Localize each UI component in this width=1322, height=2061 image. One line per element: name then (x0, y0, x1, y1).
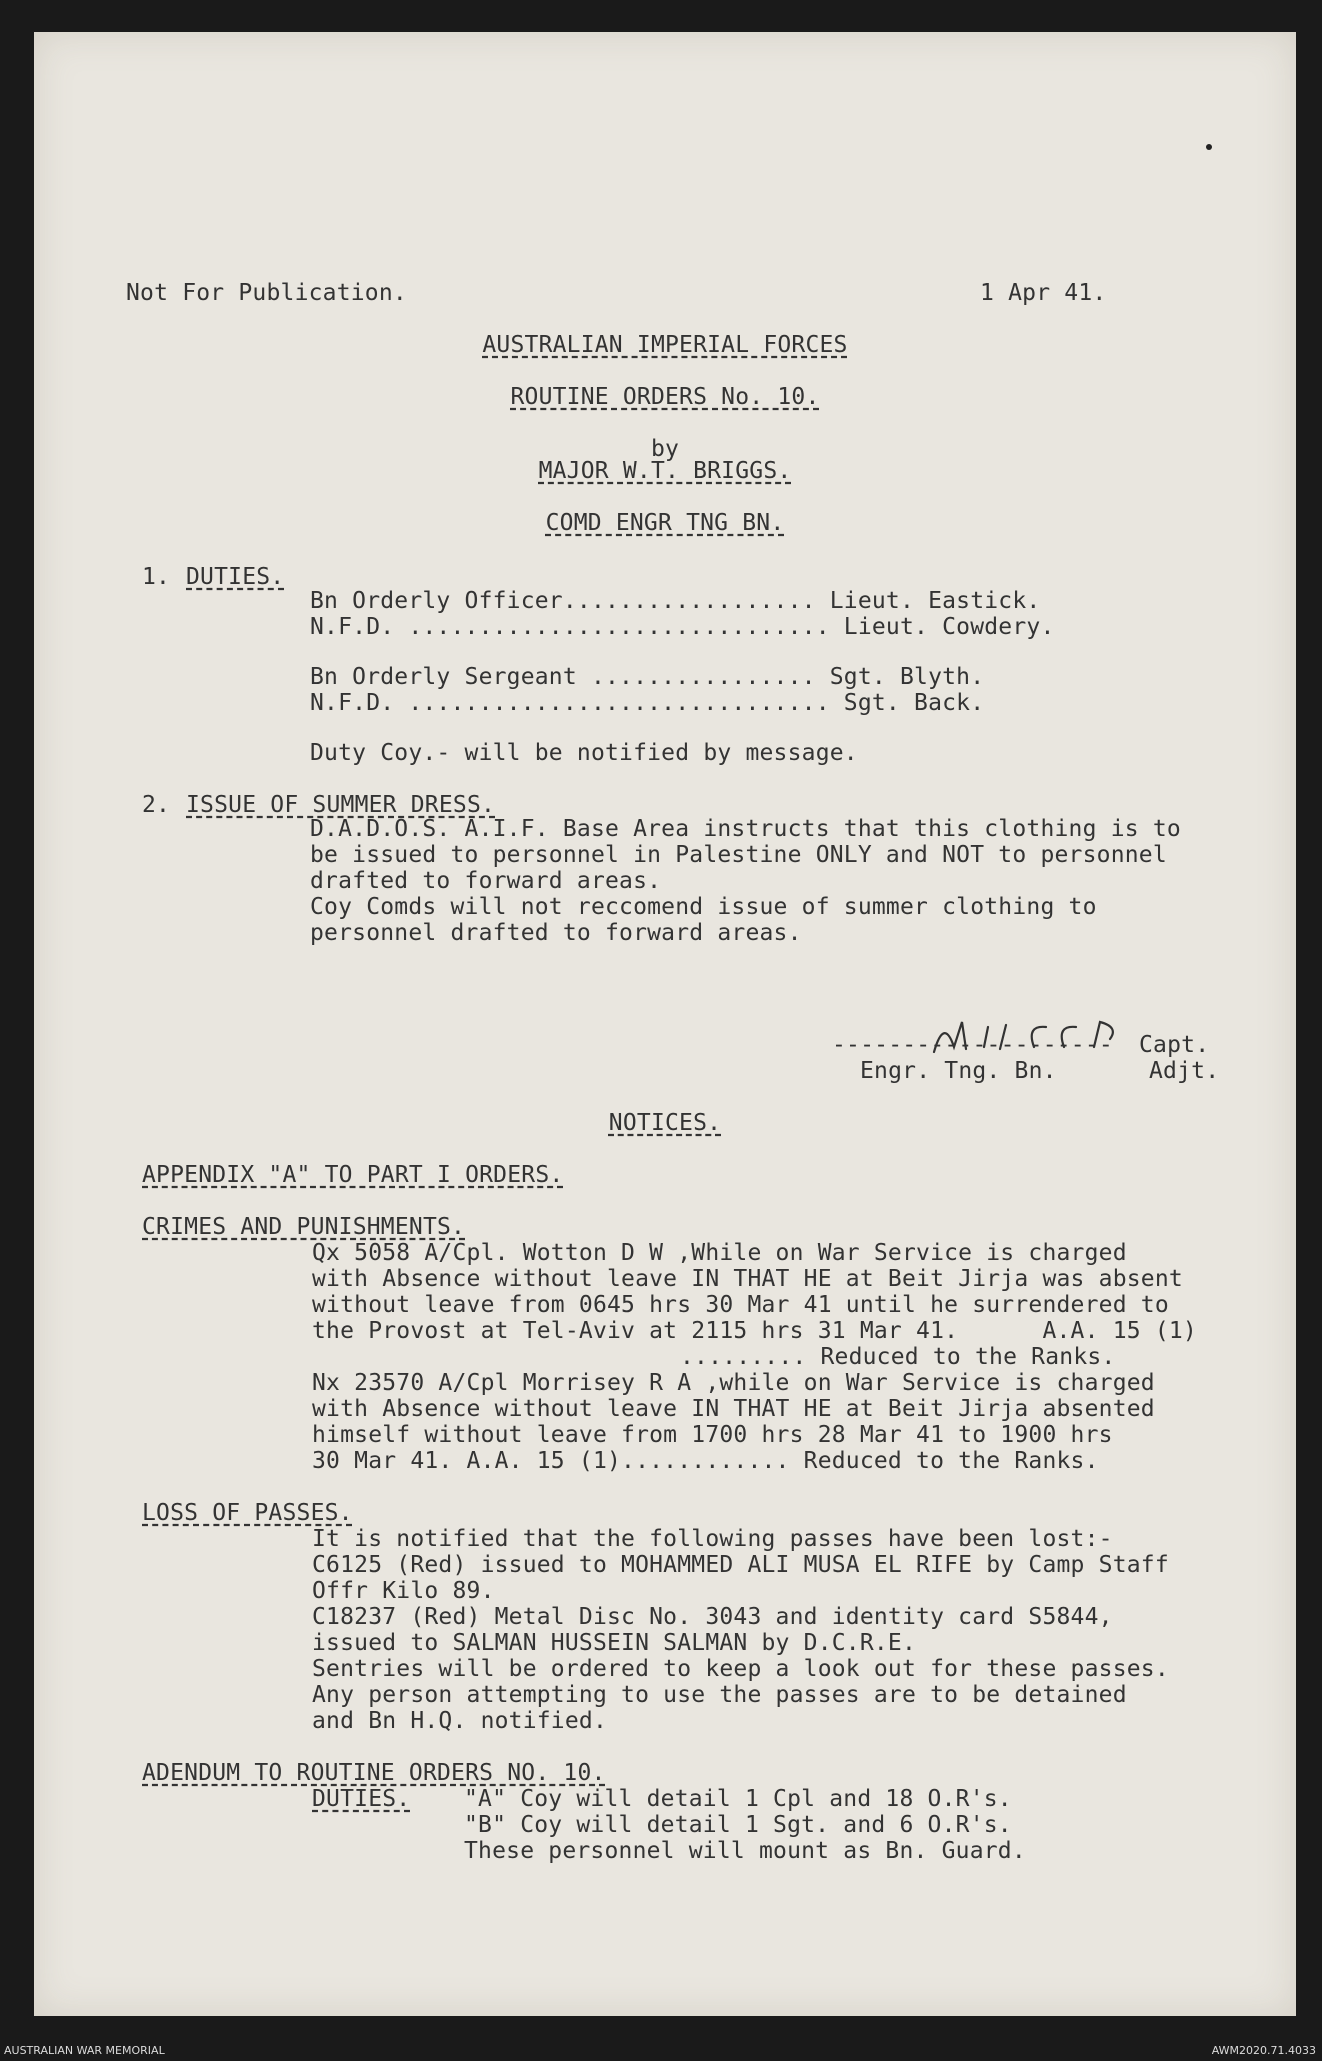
title-forces: AUSTRALIAN IMPERIAL FORCES (482, 332, 848, 358)
appendix-heading: APPENDIX "A" TO PART I ORDERS. (142, 1162, 564, 1188)
passes-line: It is notified that the following passes have been lost:- (312, 1526, 1113, 1552)
section-2-heading: ISSUE OF SUMMER DRESS. (186, 792, 496, 818)
addendum-line: "A" Coy will detail 1 Cpl and 18 O.R's. (464, 1786, 1012, 1812)
crimes-line: without leave from 0645 hrs 30 Mar 41 until he surrendered to (312, 1292, 1169, 1318)
section-1-number: 1. (142, 564, 171, 590)
crimes-line: himself without leave from 1700 hrs 28 Mar 41 to 1900 hrs (312, 1422, 1113, 1448)
passes-line: C18237 (Red) Metal Disc No. 3043 and identity card S5844, (312, 1604, 1113, 1630)
passes-line: Offr Kilo 89. (312, 1578, 495, 1604)
crimes-line: Nx 23570 A/Cpl Morrisey R A ,while on War Service is charged (312, 1370, 1155, 1396)
crimes-line: with Absence without leave IN THAT HE at Beit Jirja was absent (312, 1266, 1183, 1292)
archive-credit: AUSTRALIAN WAR MEMORIAL (4, 2044, 165, 2057)
crimes-line: Qx 5058 A/Cpl. Wotton D W ,While on War Service is charged (312, 1240, 1127, 1266)
notices-heading: NOTICES. (608, 1110, 722, 1136)
addendum-heading: ADENDUM TO ROUTINE ORDERS NO. 10. (142, 1760, 606, 1786)
crimes-line: the Provost at Tel-Aviv at 2115 hrs 31 Mar 41. A.A. 15 (1) (312, 1318, 1197, 1344)
archive-reference: AWM2020.71.4033 (1211, 2044, 1316, 2057)
title-orders: ROUTINE ORDERS No. 10. (510, 384, 820, 410)
passes-line: issued to SALMAN HUSSEIN SALMAN by D.C.R.E. (312, 1630, 917, 1656)
document-page (34, 32, 1296, 2016)
summer-line: personnel drafted to forward areas. (310, 920, 802, 946)
section-2-number: 2. (142, 792, 171, 818)
crimes-line: with Absence without leave IN THAT HE at Beit Jirja absented (312, 1396, 1155, 1422)
signature-line: -------------------- (832, 1032, 1113, 1058)
duty-line: Bn Orderly Sergeant ................ Sgt. Blyth. (310, 664, 985, 690)
summer-line: D.A.D.O.S. A.I.F. Base Area instructs that this clothing is to (310, 816, 1181, 842)
passes-line: and Bn H.Q. notified. (312, 1708, 607, 1734)
duty-line: Duty Coy.- will be notified by message. (310, 740, 858, 766)
passes-line: Sentries will be ordered to keep a look out for these passes. (312, 1656, 1169, 1682)
section-1-heading: DUTIES. (186, 564, 285, 590)
crimes-line: 30 Mar 41. A.A. 15 (1)............ Reduced to the Ranks. (312, 1448, 1099, 1474)
duty-line: N.F.D. .............................. Sgt. Back. (310, 690, 985, 716)
summer-line: Coy Comds will not reccomend issue of summer clothing to (310, 894, 1097, 920)
passes-heading: LOSS OF PASSES. (142, 1500, 353, 1526)
signature-rank: Capt. (1139, 1032, 1210, 1058)
addendum-line: "B" Coy will detail 1 Sgt. and 6 O.R's. (464, 1812, 1012, 1838)
title-by: by (650, 436, 680, 462)
duty-line: N.F.D. .............................. Lieut. Cowdery. (310, 614, 1055, 640)
title-commander: MAJOR W.T. BRIGGS. (538, 458, 792, 484)
addendum-line: These personnel will mount as Bn. Guard. (464, 1838, 1026, 1864)
signature-unit: Engr. Tng. Bn. (860, 1058, 1057, 1084)
addendum-duties-label: DUTIES. (312, 1786, 411, 1812)
passes-line: C6125 (Red) issued to MOHAMMED ALI MUSA EL RIFE by Camp Staff (312, 1552, 1169, 1578)
crimes-heading: CRIMES AND PUNISHMENTS. (142, 1214, 466, 1240)
passes-line: Any person attempting to use the passes are to be detained (312, 1682, 1127, 1708)
distribution-note: Not For Publication. (126, 280, 407, 306)
summer-line: drafted to forward areas. (310, 868, 662, 894)
summer-line: be issued to personnel in Palestine ONLY and NOT to personnel (310, 842, 1167, 868)
duty-line: Bn Orderly Officer.................. Lieut. Eastick. (310, 588, 1041, 614)
crimes-line: ......... Reduced to the Ranks. (680, 1344, 1116, 1370)
document-date: 1 Apr 41. (980, 280, 1107, 306)
signature-role: Adjt. (1149, 1058, 1220, 1084)
ink-mark (1206, 144, 1212, 150)
title-unit: COMD ENGR TNG BN. (545, 510, 785, 536)
